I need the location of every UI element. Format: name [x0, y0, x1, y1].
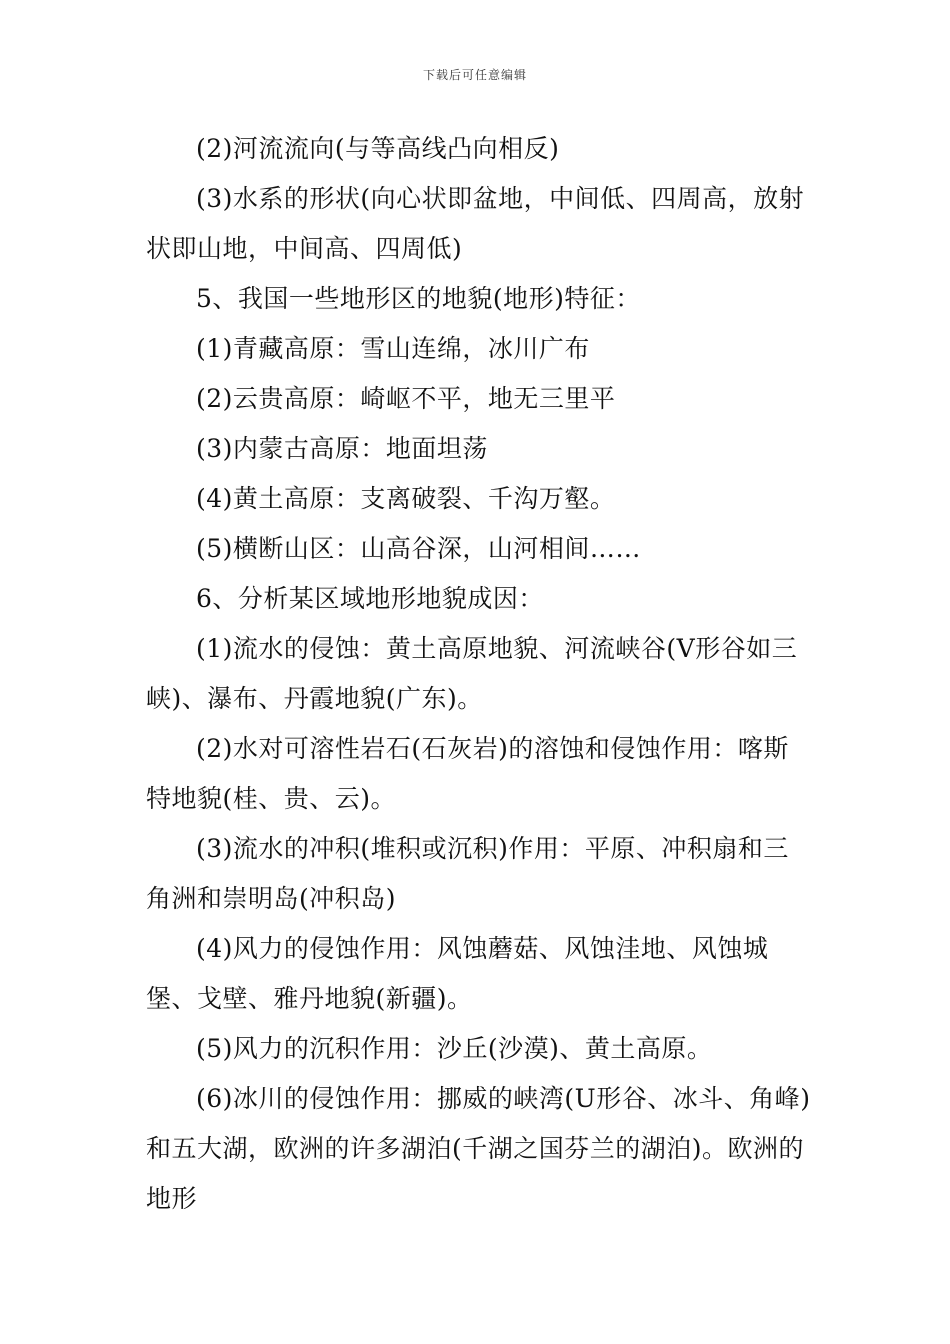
paragraph-drainage-pattern: (3)水系的形状(向心状即盆地，中间低、四周高，放射状即山地，中间高、四周低): [146, 184, 805, 263]
paragraph-glacial-erosion: (6)冰川的侵蚀作用：挪威的峡湾(U形谷、冰斗、角峰)和五大湖，欧洲的许多湖泊(千湖之国芬兰的湖泊)。欧洲的地形: [146, 1084, 811, 1213]
document-body: [146, 124, 812, 1224]
paragraph-qinghai-tibet: (1)青藏高原：雪山连绵，冰川广布: [196, 334, 590, 363]
paragraph-loess-plateau: (4)黄土高原：支离破裂、千沟万壑。: [196, 484, 616, 513]
paragraph-wind-deposition: (5)风力的沉积作用：沙丘(沙漠)、黄土高原。: [196, 1034, 713, 1063]
paragraph-alluvial: (3)流水的冲积(堆积或沉积)作用：平原、冲积扇和三角洲和崇明岛(冲积岛): [146, 834, 789, 913]
paragraph-wind-erosion: (4)风力的侵蚀作用：风蚀蘑菇、风蚀洼地、风蚀城堡、戈壁、雅丹地貌(新疆)。: [146, 934, 769, 1013]
paragraph-water-erosion: (1)流水的侵蚀：黄土高原地貌、河流峡谷(V形谷如三峡)、瀑布、丹霞地貌(广东)。: [146, 634, 798, 713]
paragraph-river-direction: (2)河流流向(与等高线凸向相反): [196, 134, 560, 163]
paragraph-karst: (2)水对可溶性岩石(石灰岩)的溶蚀和侵蚀作用：喀斯特地貌(桂、贵、云)。: [146, 734, 789, 813]
paragraph-yunnan-guizhou: (2)云贵高原：崎岖不平，地无三里平: [196, 384, 616, 413]
paragraph-hengduan: (5)横断山区：山高谷深，山河相间……: [196, 534, 641, 563]
page-header: 下载后可任意编辑: [422, 68, 527, 82]
paragraph-inner-mongolia: (3)内蒙古高原：地面坦荡: [196, 434, 488, 463]
heading-landform-features: 5、我国一些地形区的地貌(地形)特征：: [196, 284, 641, 313]
heading-landform-causes: 6、分析某区域地形地貌成因：: [196, 584, 544, 613]
